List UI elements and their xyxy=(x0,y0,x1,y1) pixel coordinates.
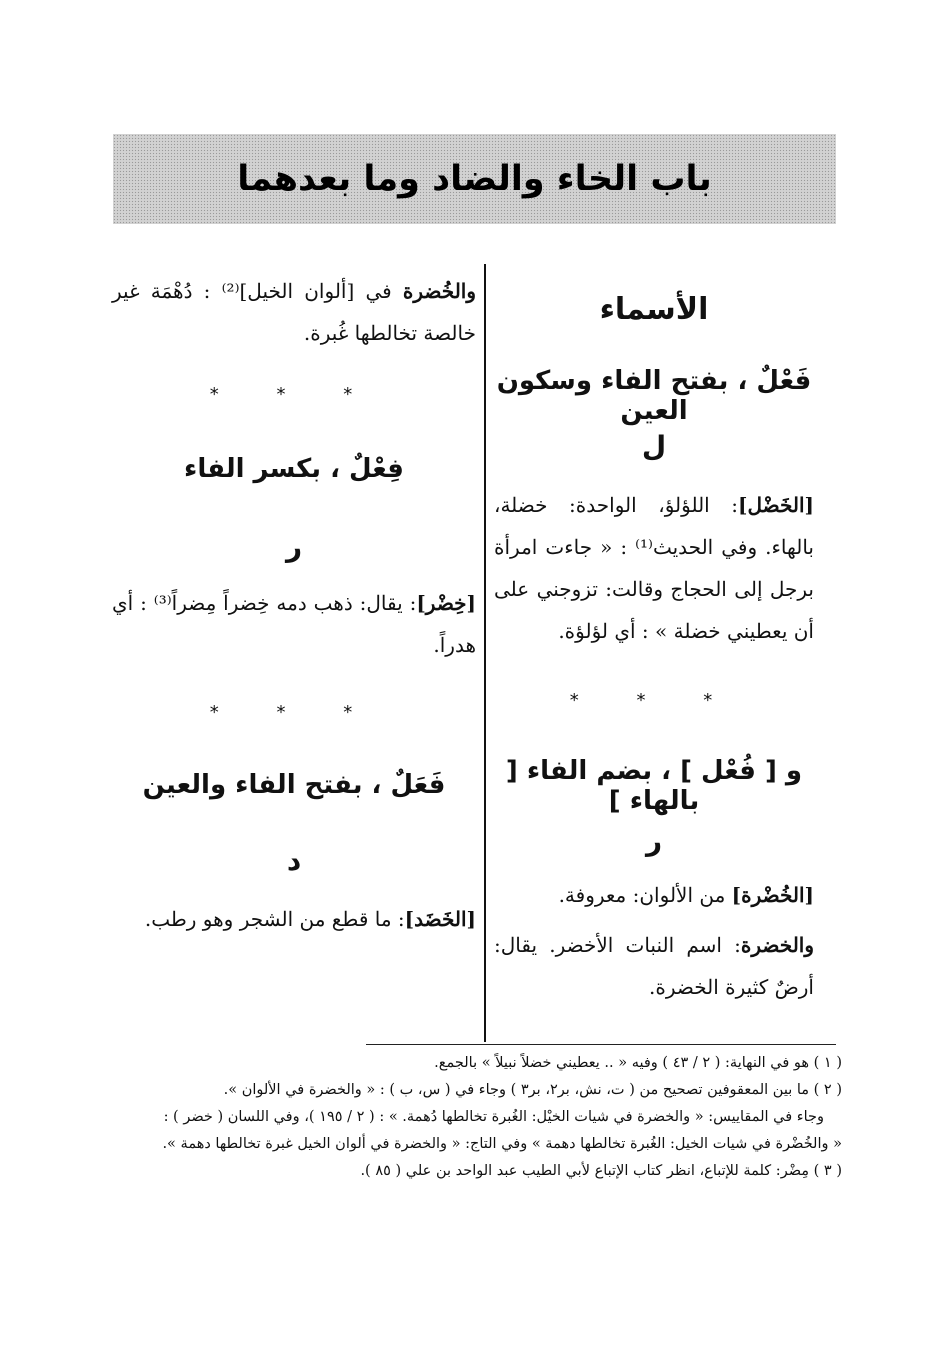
entry-definition: : يقال: ذهب دمه خِضراً مِضراً⁽³⁾ : أي هدراً. xyxy=(112,591,476,657)
entry-khudra-plant xyxy=(494,924,814,1008)
section-separator: * * * xyxy=(209,384,379,405)
root-letter-dal: د xyxy=(286,844,302,877)
entry-khudra-horses xyxy=(112,270,476,354)
chapter-banner xyxy=(113,134,836,224)
pattern-heading-ful: و [ فُعْل ] ، بضم الفاء [ بالهاء ] xyxy=(505,756,803,816)
entry-term: والخضرة xyxy=(740,933,814,957)
entry-khudra xyxy=(494,874,814,916)
entry-khidr xyxy=(112,582,476,666)
footnote-3: ( ٣ ) مِضْر: كلمة للإتباع، انظر كتاب الإتباع لأبي الطيب عبد الواحد بن علي ( ٨٥ ). xyxy=(360,1163,842,1179)
footnote-1: ( ١ ) هو في النهاية: ( ٢ / ٤٣ ) وفيه « .. يعطيني خضلاً نبيلاً » بالجمع. xyxy=(434,1055,842,1071)
entry-khadad xyxy=(112,898,476,940)
root-letter-ra: ر xyxy=(645,824,663,857)
column-divider xyxy=(484,264,486,1042)
entry-term: [خِضْر] xyxy=(416,591,477,615)
footnote-2-continued: وجاء في المقاييس: « والخضرة في شيات الخيْل: الغُبرة تخالطها دُهمة. » : ( ٢ / ١٩٥ )، وفي اللسان ( خضر ) : xyxy=(163,1109,824,1125)
entry-term: [الخَضَد] xyxy=(404,907,476,931)
left-column xyxy=(112,262,476,1042)
chapter-title: باب الخاء والضاد وما بعدهما xyxy=(237,159,712,199)
section-title: الأسماء xyxy=(599,292,709,327)
right-column xyxy=(494,262,814,1042)
footnote-2-continued: « والخُضْرة في شيات الخيل: الغُبرة تخالطها دهمة » وفي التاج: « والخضرة في ألوان الخيل غبرة تخالطها دهمة ». xyxy=(162,1136,842,1152)
section-separator: * * * xyxy=(569,690,739,711)
root-letter-lam: ل xyxy=(641,430,667,463)
pattern-heading-fil: فِعْلٌ ، بكسر الفاء xyxy=(184,454,404,484)
entry-definition: : اللؤلؤ، الواحدة: خضلة، بالهاء. وفي الحديث⁽¹⁾ : « جاءت امرأة برجل إلى الحجاج وقالت: تزوجني على أن يعطيني خضلة » : أي لؤلؤة. xyxy=(494,493,814,643)
entry-term: [الخَضْل] xyxy=(738,493,814,517)
root-letter-ra: ر xyxy=(285,530,303,563)
entry-khadl xyxy=(494,484,814,652)
footnote-2: ( ٢ ) ما بين المعقوفين تصحيح من ( ت، نش، بر٢، بر٣ ) وجاء في ( س، ب ) : « والخضرة في الألوان ». xyxy=(223,1082,842,1098)
footnote-rule xyxy=(366,1044,836,1045)
section-separator: * * * xyxy=(209,702,379,723)
entry-definition: : اسم النبات الأخضر. يقال: أرضٌ كثيرة الخضرة. xyxy=(494,933,814,999)
pattern-heading-fal: فَعْلٌ ، بفتح الفاء وسكون العين xyxy=(496,366,812,426)
footnotes xyxy=(112,1050,842,1185)
entry-definition: : ما قطع من الشجر وهو رطب. xyxy=(144,907,405,931)
entry-term: [الخُضْرة] xyxy=(731,883,814,907)
entry-term: والخُضرة xyxy=(402,279,476,303)
pattern-heading-faal: فَعَلٌ ، بفتح الفاء والعين xyxy=(142,770,446,800)
entry-definition: من الألوان: معروفة. xyxy=(558,883,732,907)
entry-definition: في [ألوان الخيل]⁽²⁾ : دُهْمَة غير خالصة تخالطها غُبرة. xyxy=(112,279,476,345)
